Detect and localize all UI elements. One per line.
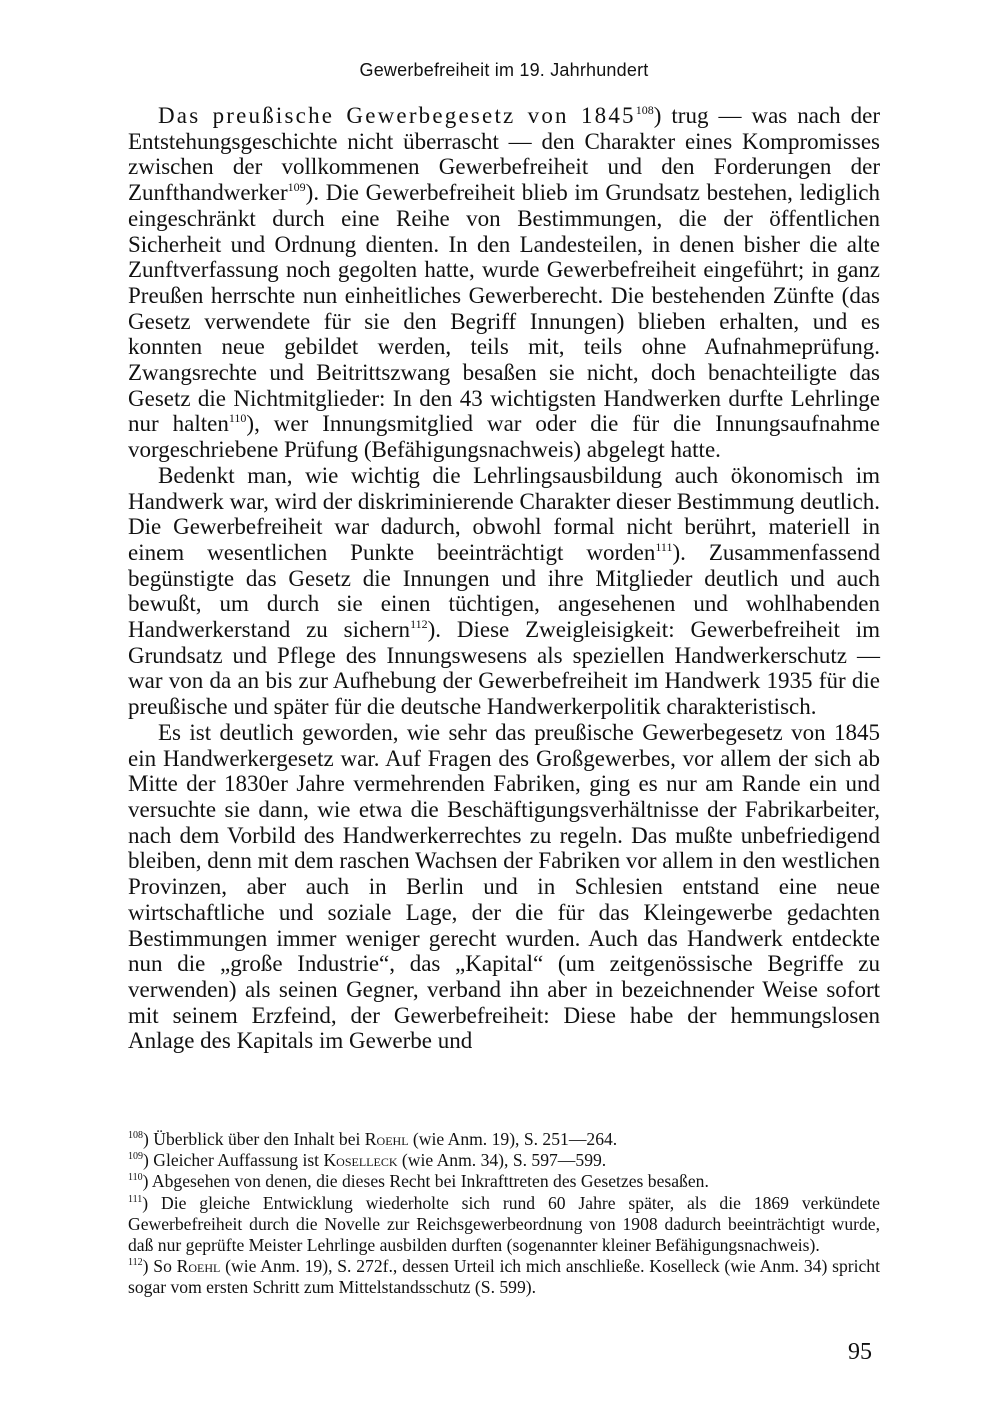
page-number: 95 (848, 1339, 872, 1365)
footnote-text: ) So (142, 1256, 177, 1277)
footnote-text: ) Die gleiche Entwicklung wiederholte sich rund 60 Jahre später, als die 1869 verkündete Gewerbefreiheit durch die Novelle zur Reichsgewerbeordnung von 1908 dadurch beeinträchtigt wurde, daß nur geprüfte Meister Lehrlinge ausbilden durften (sogenannter kleiner Befähigungsnachweis). (128, 1192, 880, 1256)
footnote-number: 112 (128, 1257, 143, 1269)
text-run: Es ist deutlich geworden, wie sehr das preußische Gewerbegesetz von 1845 ein Handwerkergesetz war. Auf Fragen des Großgewerbes, vor allem der sich ab Mitte der 1830er Jahre vermehrenden Fabriken, ging es nur am Rande ein und versuchte sie dann, wie etwa die Beschäftigungsverhältnisse der Fabrikarbeiter, nach dem Vorbild des Handwerkerrechtes zu regeln. Das mußte unbefriedigend bleiben, denn mit dem raschen Wachsen der Fabriken vor allem in den westlichen Provinzen, aber auch in Berlin und in Schlesien entstand eine neue wirtschaftliche und soziale Lage, der die für das Kleingewerbe gedachten Bestimmungen immer weniger gerecht wurden. Auch das Handwerk entdeckte nun die „große Industrie“, das „Kapital“ (um zeitgenössische Begriffe zu verwenden) als seinen Gegner, verband ihn aber in bezeichnender Weise sofort mit seinem Erzfeind, der Gewerbefreiheit: Diese habe der hemmungslosen Anlage des Kapitals im Gewerbe und (128, 719, 881, 1054)
footnote-text: (wie Anm. 34), S. 597—599. (397, 1150, 607, 1171)
footnote-text: ) Überblick über den Inhalt bei (143, 1129, 365, 1149)
footnote-number: 109 (128, 1151, 143, 1163)
text-run: ). Zusammenfassend begünstigte das Gesetz die Innungen und ihre Mitglieder deutlich und auch bewußt, um durch sie einen tüchtigen, angesehenen und wohlhabenden Handwerkerstand zu sichern (128, 539, 880, 643)
footnote-number: 111 (128, 1193, 143, 1205)
footnote-109 (128, 1150, 880, 1171)
footnote-text: ) Abgesehen von denen, die dieses Recht bei Inkrafttreten des Gesetzes besaßen. (142, 1171, 709, 1192)
footnote-text: (wie Anm. 19), S. 251—264. (408, 1129, 618, 1149)
body-text (128, 103, 880, 1054)
footnote-110 (128, 1171, 880, 1192)
footnote-text: ) Gleicher Auffassung ist (143, 1150, 324, 1171)
footnote-112 (128, 1256, 880, 1298)
footnote-number: 110 (128, 1172, 143, 1184)
footnote-ref-108: 108 (635, 103, 654, 117)
footnote-ref-110: 110 (228, 411, 247, 426)
footnote-ref-111: 111 (655, 539, 673, 554)
text-run: ). Die Gewerbefreiheit blieb im Grundsatz bestehen, lediglich eingeschränkt durch eine Reihe von Bestimmungen, die der öffentlichen Sicherheit und Ordnung dienten. In den Landesteilen, in denen bisher die alte Zunftverfassung noch gegolten hatte, wurde Gewerbefreiheit eingeführt; in ganz Preußen herrschte nun einheitliches Gewerberecht. Die bestehenden Zünfte (das Gesetz verwendete für sie den Begriff Innungen) blieben erhalten, und es konnten neue gebildet werden, teils mit, teils ohne Aufnahmeprüfung. Zwangsrechte und Beitrittszwang besaßen sie nicht, doch benachteiligte das Gesetz die Nichtmitglieder: In den 43 wichtigsten Handwerken durfte Lehrlinge nur halten (128, 180, 880, 437)
text-run: Bedenkt man, wie wichtig die Lehrlingsausbildung auch ökonomisch im Handwerk war, wird der diskriminierende Charakter dieser Bestimmung deutlich. Die Gewerbefreiheit war dadurch, obwohl formal nicht berührt, materiell in einem wesentlichen Punkte beeinträchtigt worden (128, 462, 880, 565)
author-name: Roehl (176, 1256, 221, 1277)
running-head: Gewerbefreiheit im 19. Jahrhundert (359, 60, 649, 80)
footnote-number: 108 (128, 1130, 143, 1141)
text-run: ), wer Innungsmitglied war oder die für die Innungsaufnahme vorgeschriebene Prüfung (Befähigungsnachweis) abgelegt hatte. (128, 411, 880, 463)
author-name: Koselleck (323, 1150, 398, 1171)
footnote-111 (128, 1193, 880, 1257)
paragraph-1 (128, 103, 880, 463)
paragraph-2 (128, 463, 880, 720)
paragraph-3 (128, 720, 880, 1054)
text-run: ). Diese Zweigleisigkeit: Gewerbefreiheit im Grundsatz und Pflege des Innungswesens als speziellen Handwerkerschutz — war von da an bis zur Aufhebung der Gewerbefreiheit im Handwerk 1935 für die preußische und später für die deutsche Handwerkerpolitik charakteristisch. (128, 617, 880, 720)
footnotes (128, 1129, 880, 1299)
spaced-opening: Das preußische Gewerbegesetz von 1845 (158, 103, 636, 128)
footnote-108 (128, 1129, 880, 1150)
author-name: Roehl (364, 1129, 409, 1149)
footnote-text: (wie Anm. 19), S. 272f., dessen Urteil ich mich anschließe. Koselleck (wie Anm. 34) spricht sogar vom ersten Schritt zum Mittelstandsschutz (S. 599). (128, 1256, 880, 1298)
text-run: ) trug — was nach der Entstehungsgeschichte nicht überrascht — den Charakter eines Kompromisses zwischen der vollkommenen Gewerbefreiheit und den Forderungen der Zunfthandwerker (128, 103, 881, 206)
footnote-ref-112: 112 (410, 617, 428, 632)
footnote-ref-109: 109 (287, 180, 306, 195)
